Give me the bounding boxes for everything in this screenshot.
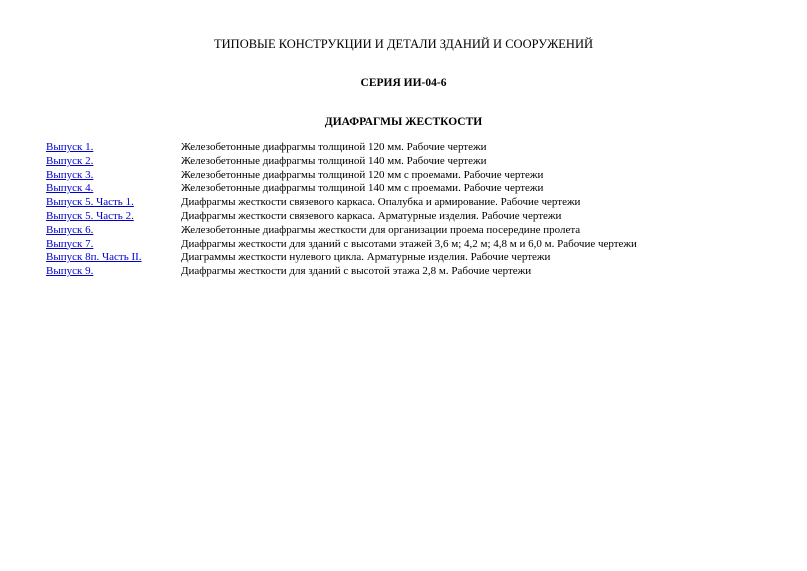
issue-link-8[interactable]: Выпуск 7. xyxy=(46,237,94,250)
issue-row-10 xyxy=(46,265,786,279)
issue-description-6: Диафрагмы жесткости связевого каркаса. Арматурные изделия. Рабочие чертежи xyxy=(181,209,562,222)
issue-description-7: Железобетонные диафрагмы жесткости для организации проема посередине пролета xyxy=(181,223,581,236)
issue-row-3 xyxy=(46,169,786,183)
section-heading: ДИАФРАГМЫ ЖЕСТКОСТИ xyxy=(324,116,483,128)
issue-description-4: Железобетонные диафрагмы толщиной 140 мм с проемами. Рабочие чертежи xyxy=(181,182,544,195)
issue-row-4 xyxy=(46,182,786,196)
issue-list xyxy=(46,141,786,279)
issue-row-7 xyxy=(46,224,786,238)
issue-description-9: Диаграммы жесткости нулевого цикла. Арматурные изделия. Рабочие чертежи xyxy=(181,251,551,264)
document-title: ТИПОВЫЕ КОНСТРУКЦИИ И ДЕТАЛИ ЗДАНИЙ И СООРУЖЕНИЙ xyxy=(214,37,593,51)
issue-link-10[interactable]: Выпуск 9. xyxy=(46,265,94,278)
issue-row-8 xyxy=(46,238,786,252)
issue-link-6[interactable]: Выпуск 5. Часть 2. xyxy=(46,209,134,222)
issue-row-6 xyxy=(46,210,786,224)
issue-description-10: Диафрагмы жесткости для зданий с высотой этажа 2,8 м. Рабочие чертежи xyxy=(181,265,532,278)
issue-description-1: Железобетонные диафрагмы толщиной 120 мм. Рабочие чертежи xyxy=(181,141,487,153)
issue-row-5 xyxy=(46,196,786,210)
issue-link-3[interactable]: Выпуск 3. xyxy=(46,168,94,181)
issue-row-1 xyxy=(46,141,786,155)
issue-description-2: Железобетонные диафрагмы толщиной 140 мм. Рабочие чертежи xyxy=(181,154,487,167)
issue-link-9[interactable]: Выпуск 8п. Часть II. xyxy=(46,251,142,264)
issue-link-7[interactable]: Выпуск 6. xyxy=(46,223,94,236)
series-heading: СЕРИЯ ИИ-04-6 xyxy=(360,77,447,89)
issue-link-1[interactable]: Выпуск 1. xyxy=(46,141,94,153)
issue-description-8: Диафрагмы жесткости для зданий с высотами этажей 3,6 м; 4,2 м; 4,8 м и 6,0 м. Рабочие чертежи xyxy=(181,237,637,250)
issue-link-4[interactable]: Выпуск 4. xyxy=(46,182,94,195)
issue-description-3: Железобетонные диафрагмы толщиной 120 мм с проемами. Рабочие чертежи xyxy=(181,168,544,181)
issue-link-2[interactable]: Выпуск 2. xyxy=(46,154,94,167)
issue-description-5: Диафрагмы жесткости связевого каркаса. Опалубка и армирование. Рабочие чертежи xyxy=(181,196,581,209)
issue-row-9 xyxy=(46,251,786,265)
issue-row-2 xyxy=(46,155,786,169)
issue-link-5[interactable]: Выпуск 5. Часть 1. xyxy=(46,196,134,209)
